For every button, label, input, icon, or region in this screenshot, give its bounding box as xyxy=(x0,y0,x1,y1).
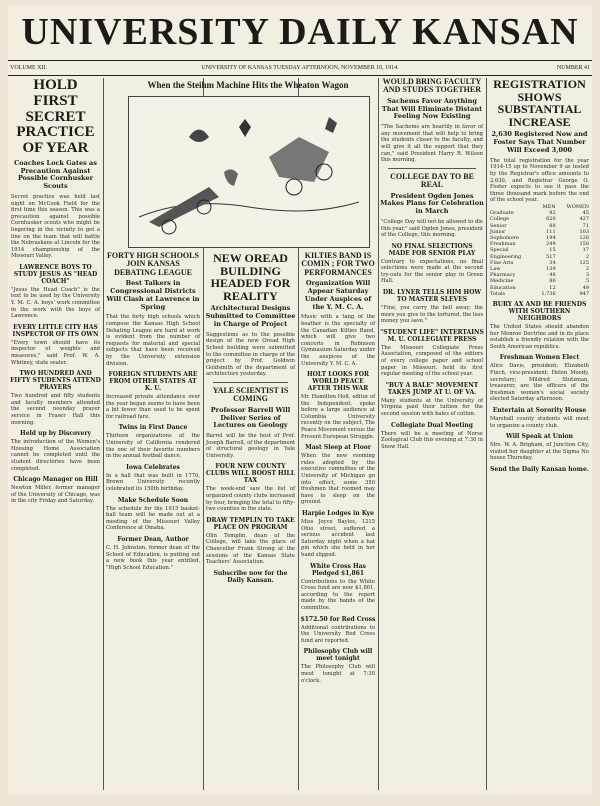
subhead: FOUR NEW COUNTY CLUBS WILL BOOST HILL TAX xyxy=(206,463,295,485)
table-cell: Graduate xyxy=(490,210,514,217)
subhead: Twins in First Dance xyxy=(118,424,188,432)
table-cell: 49 xyxy=(582,284,589,291)
table-cell: 71 xyxy=(582,222,589,229)
subhead: EVERY LITTLE CITY HAS INSPECTOR OF ITS OWN xyxy=(12,323,99,338)
table-cell: 158 xyxy=(579,241,589,248)
subhead: Chicago Manager on Hill xyxy=(13,476,98,484)
headline: NEW OREAD BUILDING HEADED FOR REALITY xyxy=(210,252,291,303)
subhead: TWO HUNDRED AND FIFTY STUDENTS ATTEND PRAYERS xyxy=(10,370,101,392)
article-text: Secret practice was held last night on McCook Field for the first time this season. This was a precaution against possible Cornhusker scouts who might be lingering in the vicinity to get a line on the team that will battle the Nebraskans at Lincoln for the 1914 championship of the Missouri Valley. xyxy=(11,193,100,260)
article-text: Contrary to expectations, no final selections were made at the second try-outs for the senior play in Green Hall. xyxy=(381,258,483,285)
table-cell: 947 xyxy=(579,290,589,297)
subhead: "BUY A BALE" MOVEMENT TAKES JUMP AT U. OF VA. xyxy=(385,381,479,396)
deck: Professor Barrell Will Deliver Series of Lectures on Geology xyxy=(210,405,291,430)
table-cell: 249 xyxy=(546,241,556,248)
deck: Sachems Favor Anything That Will Eliminate Distant Feeling Now Existing xyxy=(381,96,483,121)
subscribe-note: Subscribe now for the Daily Kansan. xyxy=(213,569,288,584)
deck: Architectural Designs Submitted to Committee in Charge of Project xyxy=(205,304,296,328)
column-rule xyxy=(378,78,379,790)
subhead: Collegiate Dual Meeting xyxy=(391,421,473,429)
table-cell: 517 xyxy=(546,253,556,260)
table-header-cell: WOMEN xyxy=(566,203,589,210)
article-text: Suggestions as to the possible design of the new Oread High School building were submitted to the committee in charge of the project by Prof. Goldwin Goldsmith of the department of architecture yesterday. xyxy=(206,331,295,378)
article-text: Music with a tang of the heather is the specialty of the Canadian Kilties Band, which will give two concerts in Robinson Gymnasium Saturday under the auspices of the University Y. M. C. A. xyxy=(301,314,375,367)
deck: 2,630 Registered Now and Foster Says That Number Will Exceed 3,000 xyxy=(491,130,588,154)
table-cell: Sophomore xyxy=(490,234,519,241)
article-text: "The Sachems are heartily in favor of any movement that will help to bring the students closer to the faculty, and will give it all the support that they can," said President Harry R. Wilson this morning. xyxy=(381,124,483,164)
table-cell: 111 xyxy=(546,228,556,235)
cartoon-title: When the Steihm Machine Hits the Wheaton Wagon xyxy=(147,80,349,90)
article-text: Olin Templin, dean of the College, will take the place of Chancellor Frank Strong at the sessions of the Kansas State Teachers' Association. xyxy=(206,532,295,566)
subhead: "STUDENT LIFE" INTERTAINS M. U. COLLEGIATE PRESS xyxy=(380,328,484,343)
article-text: Alice Davis, president; Elizabeth Finch, vice-president; Helen Moody, secretary; Mildred Stutzman, treasurer, are the officers of the freshman women's social society elected Saturday afternoon. xyxy=(490,363,589,403)
table-cell: 1,736 xyxy=(541,290,556,297)
article-text: C. H. Johnston, former dean of the School of Education, is putting out a new book this year entitled, "High School Education." xyxy=(106,545,200,571)
cartoon-drawing xyxy=(129,97,369,247)
deck: Best Talkers in Congressional Districts Will Clash at Lawrence in Spring xyxy=(106,279,200,311)
table-cell: 427 xyxy=(579,216,589,223)
table-cell: 88 xyxy=(549,222,556,229)
table-cell: 2 xyxy=(585,253,589,260)
article-text: "College Day will not be allowed to die this year," said Ogden Jones, president of the College, this morning. xyxy=(381,218,484,239)
subhead: DRAW TEMPLIN TO TAKE PLACE ON PROGRAM xyxy=(206,516,295,531)
table-cell: 48 xyxy=(549,272,556,279)
date-label: UNIVERSITY OF KANSAS TUESDAY AFTERNOON, NOVEMBER 10, 1914. xyxy=(201,65,399,71)
headline: REGISTRATION SHOWS SUBSTANTIAL INCREASE xyxy=(493,78,586,129)
article-text: Mrs. W. A. Brigham, of Junction City, visited her daughter at the Sigma Nu house Thursday. xyxy=(490,442,589,462)
volume-label: VOLUME XII. xyxy=(10,65,47,71)
table-cell: Medicine xyxy=(490,278,514,285)
table-cell: Junior xyxy=(490,228,506,235)
subhead: Harpie Lodges in Kye xyxy=(302,510,374,518)
article-text: Marshall county students will meet to organize a county club. xyxy=(490,415,589,429)
article-text: The week-end saw the list of organized county clubs increased by four, bringing the total to fifty-two counties in the state. xyxy=(206,486,295,513)
table-cell: Freshman xyxy=(490,241,516,248)
article-text: The introduction of the Women's Housing Home Association cannot be completed until the student directories have been completed. xyxy=(11,439,100,472)
article-text: Increased private attendance over the year began seems to have been a bit fewer than used to be spent for railroad fare. xyxy=(106,394,200,420)
registration-table xyxy=(489,204,590,297)
subhead: $172.50 for Red Cross xyxy=(300,615,376,623)
table-cell: 139 xyxy=(546,265,556,272)
deck: Coaches Lock Gates as Precaution Against Possible Cornhusker Scouts xyxy=(14,158,97,191)
headline: FORTY HIGH SCHOOLS JOIN KANSAS DEBATING LEAGUE xyxy=(107,252,199,277)
deck: President Ogden Jones Makes Plans for Celebration in March xyxy=(380,191,484,216)
article-text: Two hundred and fifty students and faculty members attended the second noonday prayer service in Fraser Hall this morning. xyxy=(11,393,100,426)
table-cell: Education xyxy=(490,284,516,291)
article-text: Newton Miller, former manager of the University of Chicago, was in the city Friday and Saturday. xyxy=(11,485,100,505)
article-text: Many students at the University of Virginia paid their tuition for the second session with bales of cotton. xyxy=(381,397,483,417)
number-label: NUMBER 41 xyxy=(556,65,590,71)
table-cell: 86 xyxy=(549,278,556,285)
subhead: Iowa Celebrates xyxy=(126,463,180,471)
headline: YALE SCIENTIST IS COMING xyxy=(212,385,289,404)
headline: KILTIES BAND IS COMIN ; FOR TWO PERFORMANCES xyxy=(301,252,375,277)
article-text: When the new rooming rules adopted by the executive committee of the University of Michigan go into effect, some 350 freshmen that roomed may have to sleep on the ground. xyxy=(301,453,375,506)
table-cell: 126 xyxy=(579,234,589,241)
subhead: Mast Sleep at Floor xyxy=(305,444,371,452)
table-cell: Law xyxy=(490,265,501,272)
table-cell: 15 xyxy=(549,247,556,254)
article-text: The schedule for the 1915 basket-ball team will be made out at a meeting of the Missouri Valley Conference at Omaha. xyxy=(106,505,200,532)
table-cell: 103 xyxy=(579,228,589,235)
table-cell: 620 xyxy=(546,216,556,223)
subhead: HOLT LOOKS FOR WORLD PEACE AFTER THIS WAR xyxy=(307,371,369,393)
article-text: "Fine, you carry the bell away; the more you give to the tortured, the less money you save." xyxy=(381,305,483,325)
table-cell: 34 xyxy=(549,259,556,266)
table-cell: 12 xyxy=(549,284,556,291)
subhead: FOREIGN STUDENTS ARE FROM OTHER STATES AT K. U. xyxy=(108,371,198,393)
article-text: Additional contributions to the University Red Cross fund are reported. xyxy=(301,624,375,644)
article-text: Miss Joyce Bayles, 1215 Ohio street, suffered a serious accident last Saturday night when a hat pin which she held in her hand slipped. xyxy=(301,519,375,558)
subhead: Freshman Women Elect xyxy=(499,354,580,362)
table-cell: Pharmacy xyxy=(490,272,516,279)
article-text: In a hall that was built in 1770, Brown University recently celebrated its 150th birthday. xyxy=(106,472,200,493)
subscribe-note: Send the Daily Kansan home. xyxy=(490,465,589,473)
divider xyxy=(388,168,476,169)
cartoon-illustration xyxy=(128,96,370,248)
column-6 xyxy=(489,78,590,790)
column-1 xyxy=(10,78,101,790)
table-cell: College xyxy=(490,216,510,223)
table-cell: Totals xyxy=(490,290,506,297)
newspaper-page xyxy=(8,6,592,794)
table-cell: 2 xyxy=(585,265,589,272)
subhead: Held up by Discovery xyxy=(20,430,91,438)
article-text: Barrel will be the host of Prof. Joseph Barrell, of the department of structural geology in Yale University. xyxy=(206,433,295,459)
column-3 xyxy=(205,252,296,790)
article-text: "Jesus the Head Coach" is the text to be used by the University Y. M. C. A. boys' work committee in the work with the boys of Lawrence. xyxy=(11,286,100,320)
article-text: The United States should abandon her Monroe Doctrine and in its place establish a friendly relation with the South American republics. xyxy=(490,323,589,350)
headline: COLLEGE DAY TO BE REAL xyxy=(390,171,474,190)
table-cell: 3 xyxy=(585,272,589,279)
subhead: Entertain at Sorority House xyxy=(492,406,587,414)
table-cell: Senior xyxy=(490,222,507,229)
masthead xyxy=(8,6,592,60)
subhead: White Cross Has Pledged $1,861 xyxy=(310,562,366,577)
column-5 xyxy=(380,78,484,790)
subhead: Philosophy Club will meet tonight xyxy=(303,648,373,663)
article-text: There will be a meeting of Norse Zoological Club this evening at 7:30 in Snow Hall. xyxy=(381,430,483,450)
table-cell: 5 xyxy=(585,278,589,285)
article-text: "Every town should have its inspector of weights and measures," said Prof. W. A. Whitney, state sealer. xyxy=(11,339,100,366)
table-row xyxy=(489,291,590,297)
column-2 xyxy=(105,252,201,790)
table-cell: 125 xyxy=(579,259,589,266)
table-cell: Engineering xyxy=(490,253,522,260)
article-text: The total registration for the year 1914-15 up to November 9 as tested by the Registrar's office amounts to 2,630, and Registrar George O. Foster expects to see it pass the three thousand mark before the end of the school year. xyxy=(490,157,589,204)
article-text: The Missouri Collegiate Press Association, composed of the editors of every college paper and school paper in Missouri, held its first regular meeting of the school year. xyxy=(381,344,483,378)
deck: Organization Will Appear Saturday Under Auspices of the Y. M. C. A. xyxy=(304,279,372,311)
subhead: Will Speak at Union xyxy=(505,433,574,441)
subhead: LAWRENCE BOYS TO STUDY JESUS AS "HEAD COACH" xyxy=(13,263,98,285)
table-cell: Special xyxy=(490,247,509,254)
newspaper-title: UNIVERSITY DAILY KANSAN xyxy=(21,11,579,53)
table-cell: 194 xyxy=(546,234,556,241)
subhead: NO FINAL SELECTIONS MADE FOR SENIOR PLAY xyxy=(388,242,476,257)
table-header-cell: MEN xyxy=(542,203,556,210)
article-text: Thirteen organizations of the University of California rendered the one of their favorite numbers in the annual football dance. xyxy=(106,433,200,460)
table-cell: Fine Arts xyxy=(490,259,514,266)
dateline xyxy=(8,60,592,76)
article-text: Mr. Hamilton Holt, editor of the Independent, spoke before a large audience at Columbia University recently on the subject, The Peace Movement versus the Present European Struggle. xyxy=(301,394,375,440)
divider xyxy=(213,382,288,383)
subhead: BURY AX AND BE FRIENDS WITH SOUTHERN NEIGHBORS xyxy=(492,300,587,322)
subhead: Former Dean, Author xyxy=(117,536,189,544)
column-4 xyxy=(300,252,376,790)
article-text: That the forty high schools which compose the Kansas High School Debating League are hard at work is evident from the number of requests for material and special subjects that have been received by the University extension division. xyxy=(106,314,200,367)
table-cell: 45 xyxy=(582,210,589,217)
subhead: Make Schedule Soon xyxy=(117,496,189,504)
article-text: Contributions to the White Cross fund are now $1,861, according to the report made by the bands of the committee. xyxy=(301,578,375,611)
column-rule xyxy=(103,78,104,790)
table-cell: 17 xyxy=(582,247,589,254)
subhead: DR. LYNER TELLS HIM HOW TO MASTER SLEVES xyxy=(382,289,482,304)
table-cell: 92 xyxy=(549,210,556,217)
article-text: The Philosophy Club will meet tonight at 7:30 o'clock. xyxy=(301,664,375,684)
headline: HOLD FIRST SECRET PRACTICE OF YEAR xyxy=(16,78,95,156)
column-rule xyxy=(486,78,487,790)
headline: WOULD BRING FACULTY AND STUDES TOGETHER xyxy=(382,78,482,95)
